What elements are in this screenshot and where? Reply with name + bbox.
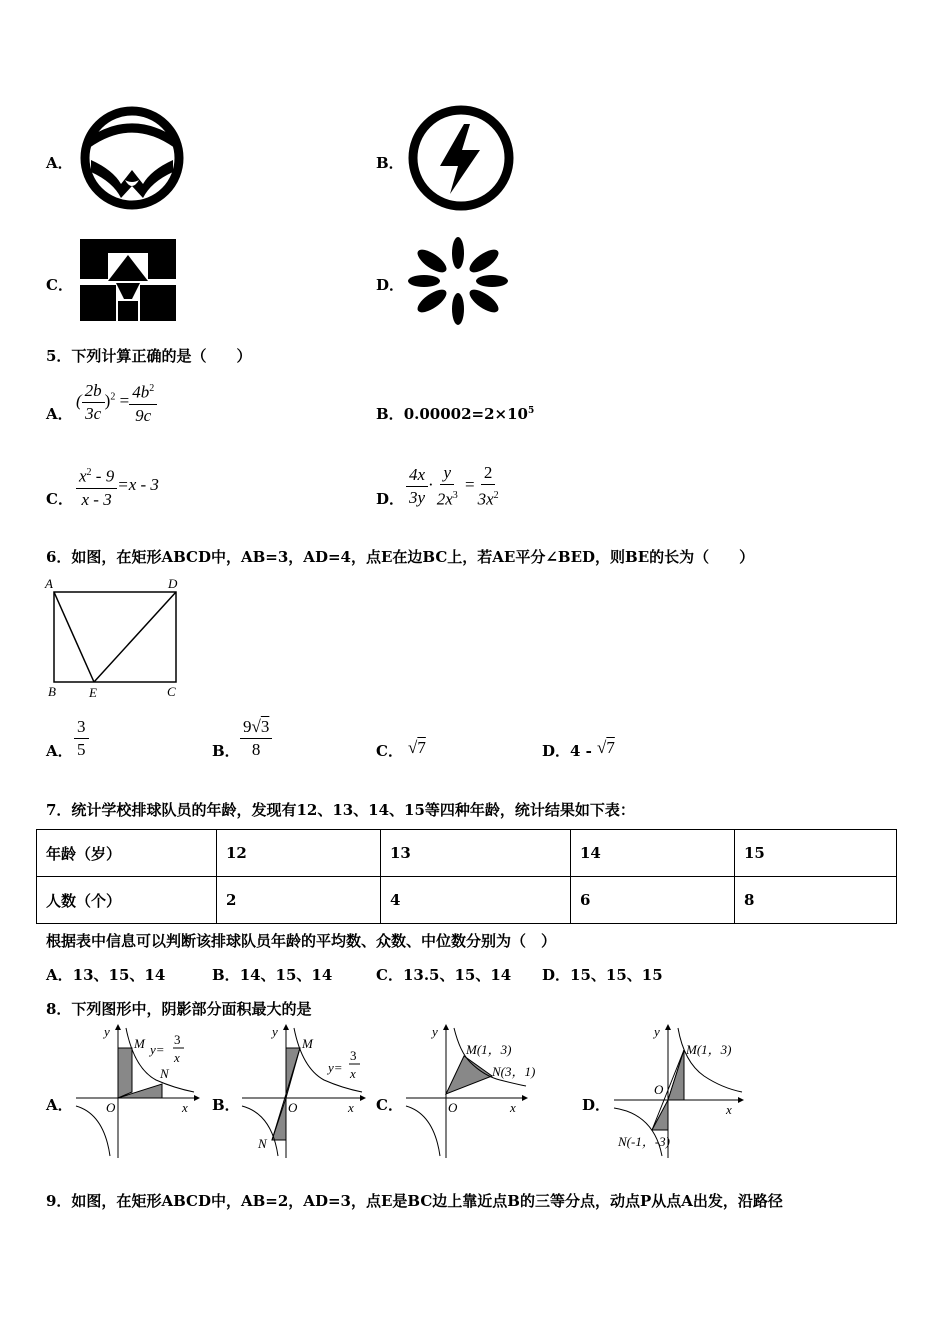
svg-text:O: O [654,1082,664,1097]
q6-option-d-root: √7 [597,738,615,757]
block-pattern-icon [78,237,178,323]
table-cell: 13 [381,830,571,877]
svg-text:O: O [106,1100,116,1115]
table-cell: 12 [217,830,381,877]
q7-option-d: D．15、15、15 [542,966,663,984]
q5-option-d-expr: $\frac{4x}{3y}$ · $\frac{y}{2x^3}$ = $\frac{2}{3x^2}$ [406,462,502,511]
q7-option-b: B．14、15、14 [212,966,333,984]
svg-text:M(1，3): M(1，3) [466,1042,512,1057]
q8-graph-a [70,1022,200,1160]
table-cell: 2 [217,877,381,924]
q5-option-c-expr: $\frac{x^2 - 9}{x - 3}$ =x - 3 [76,462,159,511]
svg-text:x: x [510,1100,516,1115]
table-cell: 8 [735,877,897,924]
q8-graph-b [236,1022,366,1160]
svg-text:N(3，1): N(3，1) [492,1064,536,1079]
q8-graph-c [400,1022,560,1160]
q7-stem: 7．统计学校排球队员的年龄，发现有12、13、14、15等四种年龄，统计结果如下表： [46,801,635,819]
svg-text:M: M [302,1036,313,1051]
svg-text:x: x [350,1066,356,1081]
q6-option-c-expr: √7 [408,738,426,757]
q8-graph-d [612,1022,752,1160]
svg-text:M: M [134,1036,145,1051]
svg-text:O: O [288,1100,298,1115]
q6-option-a-expr: $\frac{3}{5}$ [74,716,89,761]
svg-text:O: O [448,1100,458,1115]
q8-option-c-letter: C． [376,1096,403,1114]
table-cell: 15 [735,830,897,877]
q5-option-a-expr: ( $\frac{2b}{3c}$ )$^2$ = $\frac{4b^2}{9c}$ [76,378,157,427]
q8-stem: 8．下列图形中，阴影部分面积最大的是 [46,1000,312,1018]
q7-age-table [36,829,897,924]
table-cell: 人数（个） [37,877,217,924]
q6-label-d: D [168,576,178,591]
lightning-bolt-circle-icon [404,102,518,218]
q6-label-e: E [89,685,97,700]
q7-question: 根据表中信息可以判断该排球队员年龄的平均数、众数、中位数分别为（ ） [46,932,557,950]
q9-stem: 9．如图，在矩形ABCD中，AB=2，AD=3，点E是BC边上靠近点B的三等分点，动点P从点A出发，沿路径 [46,1192,783,1210]
table-cell: 14 [571,830,735,877]
svg-text:N: N [160,1066,169,1081]
q6-label-c: C [167,684,176,699]
petal-flower-icon [407,237,509,325]
svg-text:y: y [654,1024,660,1039]
svg-text:y=: y= [150,1042,165,1057]
svg-text:x: x [174,1050,180,1065]
table-cell: 4 [381,877,571,924]
q8-option-a-letter: A． [46,1096,73,1114]
svg-text:3: 3 [350,1048,357,1063]
svg-text:x: x [726,1102,732,1117]
svg-text:x: x [348,1100,354,1115]
svg-text:M(1，3): M(1，3) [686,1042,732,1057]
q8-option-d-letter: D． [582,1096,611,1114]
table-row [37,830,897,877]
q8-option-b-letter: B． [212,1096,240,1114]
q6-label-a: A [45,576,53,591]
option-letter-d: D． [376,276,405,294]
q7-option-c: C．13.5、15、14 [376,966,512,984]
q5-option-d-letter: D． [376,490,405,508]
q6-option-b-letter: B． [212,742,240,760]
option-letter-b: B． [376,154,404,172]
q5-option-b: B．$0.00002=2\times 10^5$ [376,405,535,423]
svg-text:3: 3 [174,1032,181,1047]
q6-option-a-letter: A． [46,742,73,760]
svg-text:y: y [104,1024,110,1039]
q6-stem: 6．如图，在矩形ABCD中，AB=3，AD=4，点E在边BC上，若AE平分∠BED，则BE的长为（ ） [46,548,755,566]
q6-option-c-letter: C． [376,742,403,760]
svg-text:y: y [272,1024,278,1039]
svg-text:y: y [432,1024,438,1039]
table-row [37,877,897,924]
q5-stem: 5．下列计算正确的是（ ） [46,347,252,365]
svg-text:x: x [182,1100,188,1115]
svg-text:y=: y= [328,1060,343,1075]
option-letter-c: C． [46,276,73,294]
q5-option-a-letter: A． [46,405,73,423]
q6-label-b: B [48,684,56,699]
svg-text:N: N [258,1136,267,1151]
q7-option-a: A．13、15、14 [46,966,166,984]
q6-option-b-expr: $\frac{9√3}{8}$ [240,716,272,761]
q5-option-c-letter: C． [46,490,73,508]
table-cell: 年龄（岁） [37,830,217,877]
table-cell: 6 [571,877,735,924]
option-letter-a: A． [46,154,73,172]
ring-with-v-arc-icon [77,100,187,216]
q6-option-d: D．4 - [542,742,592,760]
q6-rectangle-figure [40,574,190,700]
svg-text:N(-1，-3): N(-1，-3) [618,1134,670,1149]
